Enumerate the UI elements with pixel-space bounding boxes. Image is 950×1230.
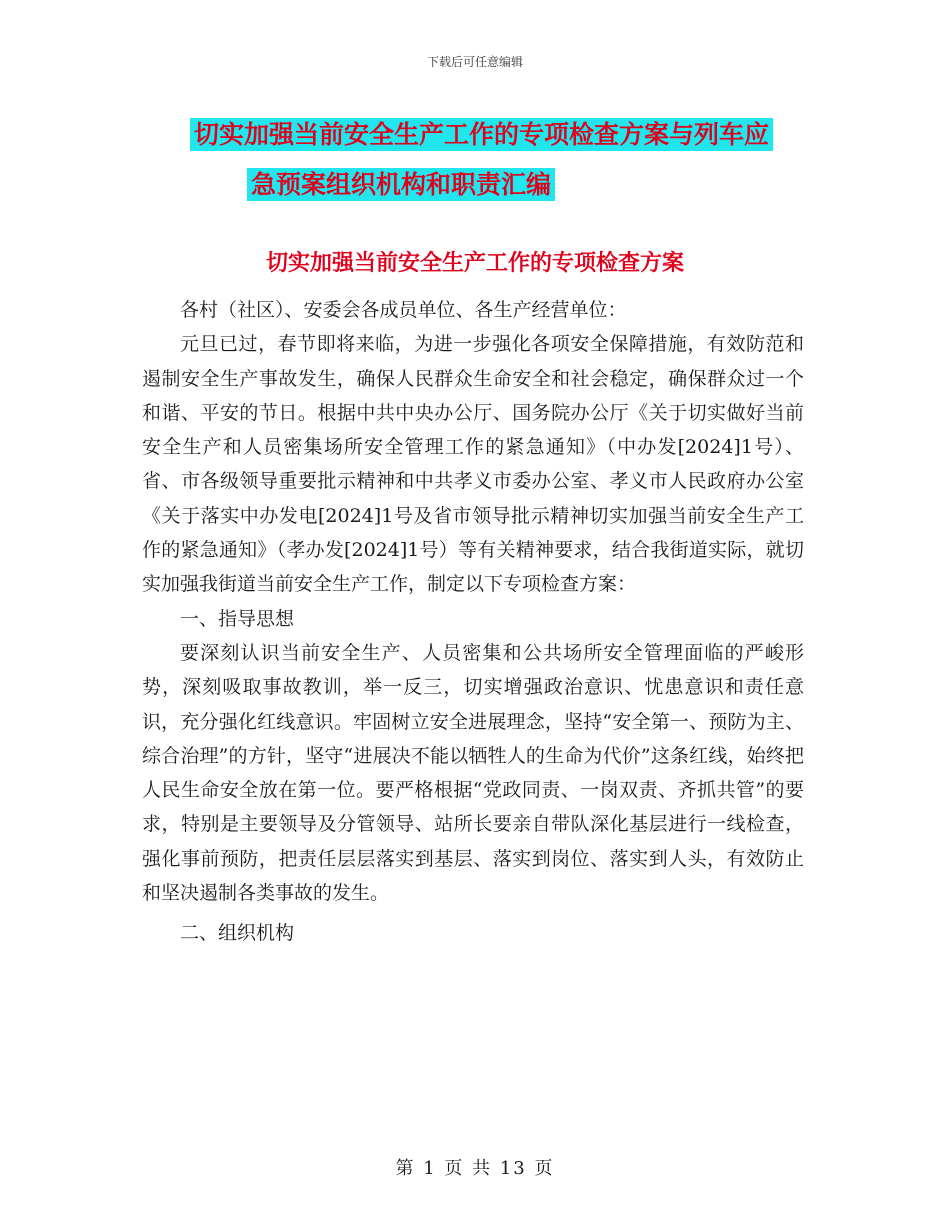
document-title-line-2: 急预案组织机构和职责汇编: [190, 160, 810, 210]
document-title: [190, 110, 810, 210]
heading-organization: 二、组织机构: [180, 922, 295, 945]
guiding-thought-paragraph: 要深刻认识当前安全生产、人员密集和公共场所安全管理面临的严峻形势，深刻吸取事故教训，举一反三，切实增强政治意识、忧患意识和责任意识，充分强化红线意识。牢固树立安全进展理念，坚持“安全第一、预防为主、综合治理”的方针，坚守“进展决不能以牺牲人的生命为代价”这条红线，始终把人民生命安全放在第一位。要严格根据“党政同责、一岗双责、齐抓共管”的要求，特别是主要领导及分管领导、站所长要亲自带队深化基层进行一线检查，强化事前预防，把责任层层落实到基层、落实到岗位、落实到人头，有效防止和坚决遏制各类事故的发生。: [142, 641, 804, 905]
heading-guiding-thought: 一、指导思想: [180, 607, 295, 630]
section-title: 切实加强当前安全生产工作的专项检查方案: [265, 251, 684, 276]
header-note: 下载后可任意编辑: [426, 55, 523, 69]
document-body: [142, 293, 804, 951]
page-footer: 第 1 页 共 13 页: [395, 1158, 555, 1179]
intro-paragraph: 元旦已过，春节即将来临，为进一步强化各项安全保障措施，有效防范和遏制安全生产事故发生，确保人民群众生命安全和社会稳定，确保群众过一个和谐、平安的节日。根据中共中央办公厅、国务院办公厅《关于切实做好当前安全生产和人员密集场所安全管理工作的紧急通知》（中办发[2024]1号）、省、市各级领导重要批示精神和中共孝义市委办公室、孝义市人民政府办公室《关于落实中办发电[2024]1号及省市领导批示精神切实加强当前安全生产工作的紧急通知》（孝办发[2024]1号）等有关精神要求，结合我街道实际，就切实加强我街道当前安全生产工作，制定以下专项检查方案：: [142, 333, 804, 596]
document-title-line-1: 切实加强当前安全生产工作的专项检查方案与列车应: [190, 110, 810, 160]
salutation-paragraph: 各村（社区）、安委会各成员单位、各生产经营单位：: [180, 299, 627, 321]
